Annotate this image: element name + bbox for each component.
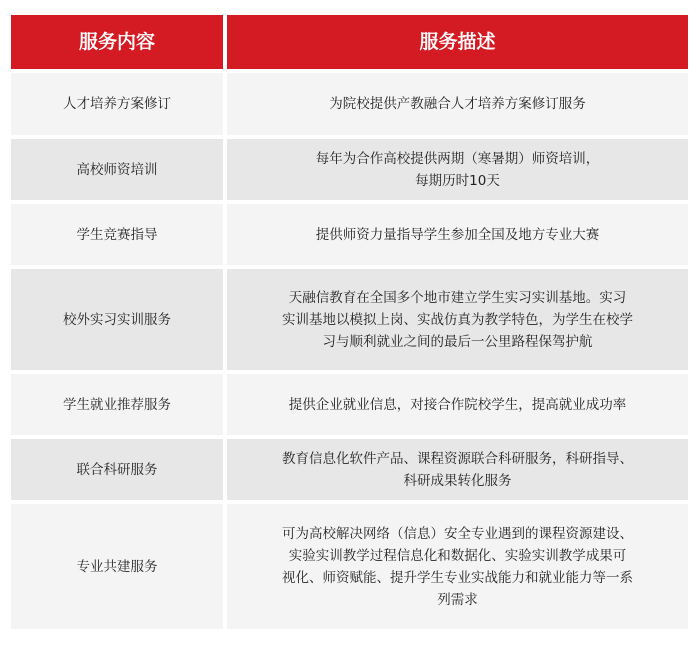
service-name: 学生竞赛指导 xyxy=(11,204,223,265)
table-row xyxy=(11,439,688,500)
description-line: 习与顺利就业之间的最后一公里路程保驾护航 xyxy=(322,333,593,350)
service-name: 联合科研服务 xyxy=(11,439,223,500)
header-service-description: 服务描述 xyxy=(227,15,688,69)
description-line: 为院校提供产教融合人才培养方案修订服务 xyxy=(329,96,586,112)
service-table xyxy=(11,15,688,629)
service-name: 人才培养方案修订 xyxy=(11,73,223,135)
service-description xyxy=(227,374,688,435)
service-name: 学生就业推荐服务 xyxy=(11,374,223,435)
table-row xyxy=(11,73,688,135)
table-row xyxy=(11,204,688,265)
description-line: 实验实训教学过程信息化和数据化、实验实训教学成果可 xyxy=(288,547,627,564)
description-line: 天融信教育在全国多个地市建立学生实习实训基地。实习 xyxy=(288,289,627,306)
description-line: 提供师资力量指导学生参加全国及地方专业大赛 xyxy=(315,226,600,243)
description-line: 列需求 xyxy=(437,591,478,608)
service-description xyxy=(227,269,688,370)
description-line: 可为高校解决网络（信息）安全专业遇到的课程资源建设、 xyxy=(282,525,633,542)
table-row xyxy=(11,139,688,200)
description-line: 每年为合作高校提供两期（寒暑期）师资培训， xyxy=(315,150,600,167)
table-row xyxy=(11,374,688,435)
table-row xyxy=(11,504,688,629)
service-name: 专业共建服务 xyxy=(11,504,223,629)
service-name: 校外实习实训服务 xyxy=(11,269,223,370)
service-name: 高校师资培训 xyxy=(11,139,223,200)
description-line: 提供企业就业信息，对接合作院校学生，提高就业成功率 xyxy=(288,396,627,413)
service-description xyxy=(227,439,688,500)
description-line: 实训基地以模拟上岗、实战仿真为教学特色，为学生在校学 xyxy=(282,311,633,328)
description-line: 教育信息化软件产品、课程资源联合科研服务，科研指导、 xyxy=(282,450,633,467)
service-description xyxy=(227,73,688,135)
service-description xyxy=(227,504,688,629)
service-description xyxy=(227,139,688,200)
header-service-content: 服务内容 xyxy=(11,15,223,69)
description-line: 视化、师资赋能、提升学生专业实战能力和就业能力等一系 xyxy=(282,569,633,586)
description-line: 每期历时10天 xyxy=(415,172,500,189)
table-header-row xyxy=(11,15,688,69)
service-description xyxy=(227,204,688,265)
description-line: 科研成果转化服务 xyxy=(403,472,512,489)
table-row xyxy=(11,269,688,370)
